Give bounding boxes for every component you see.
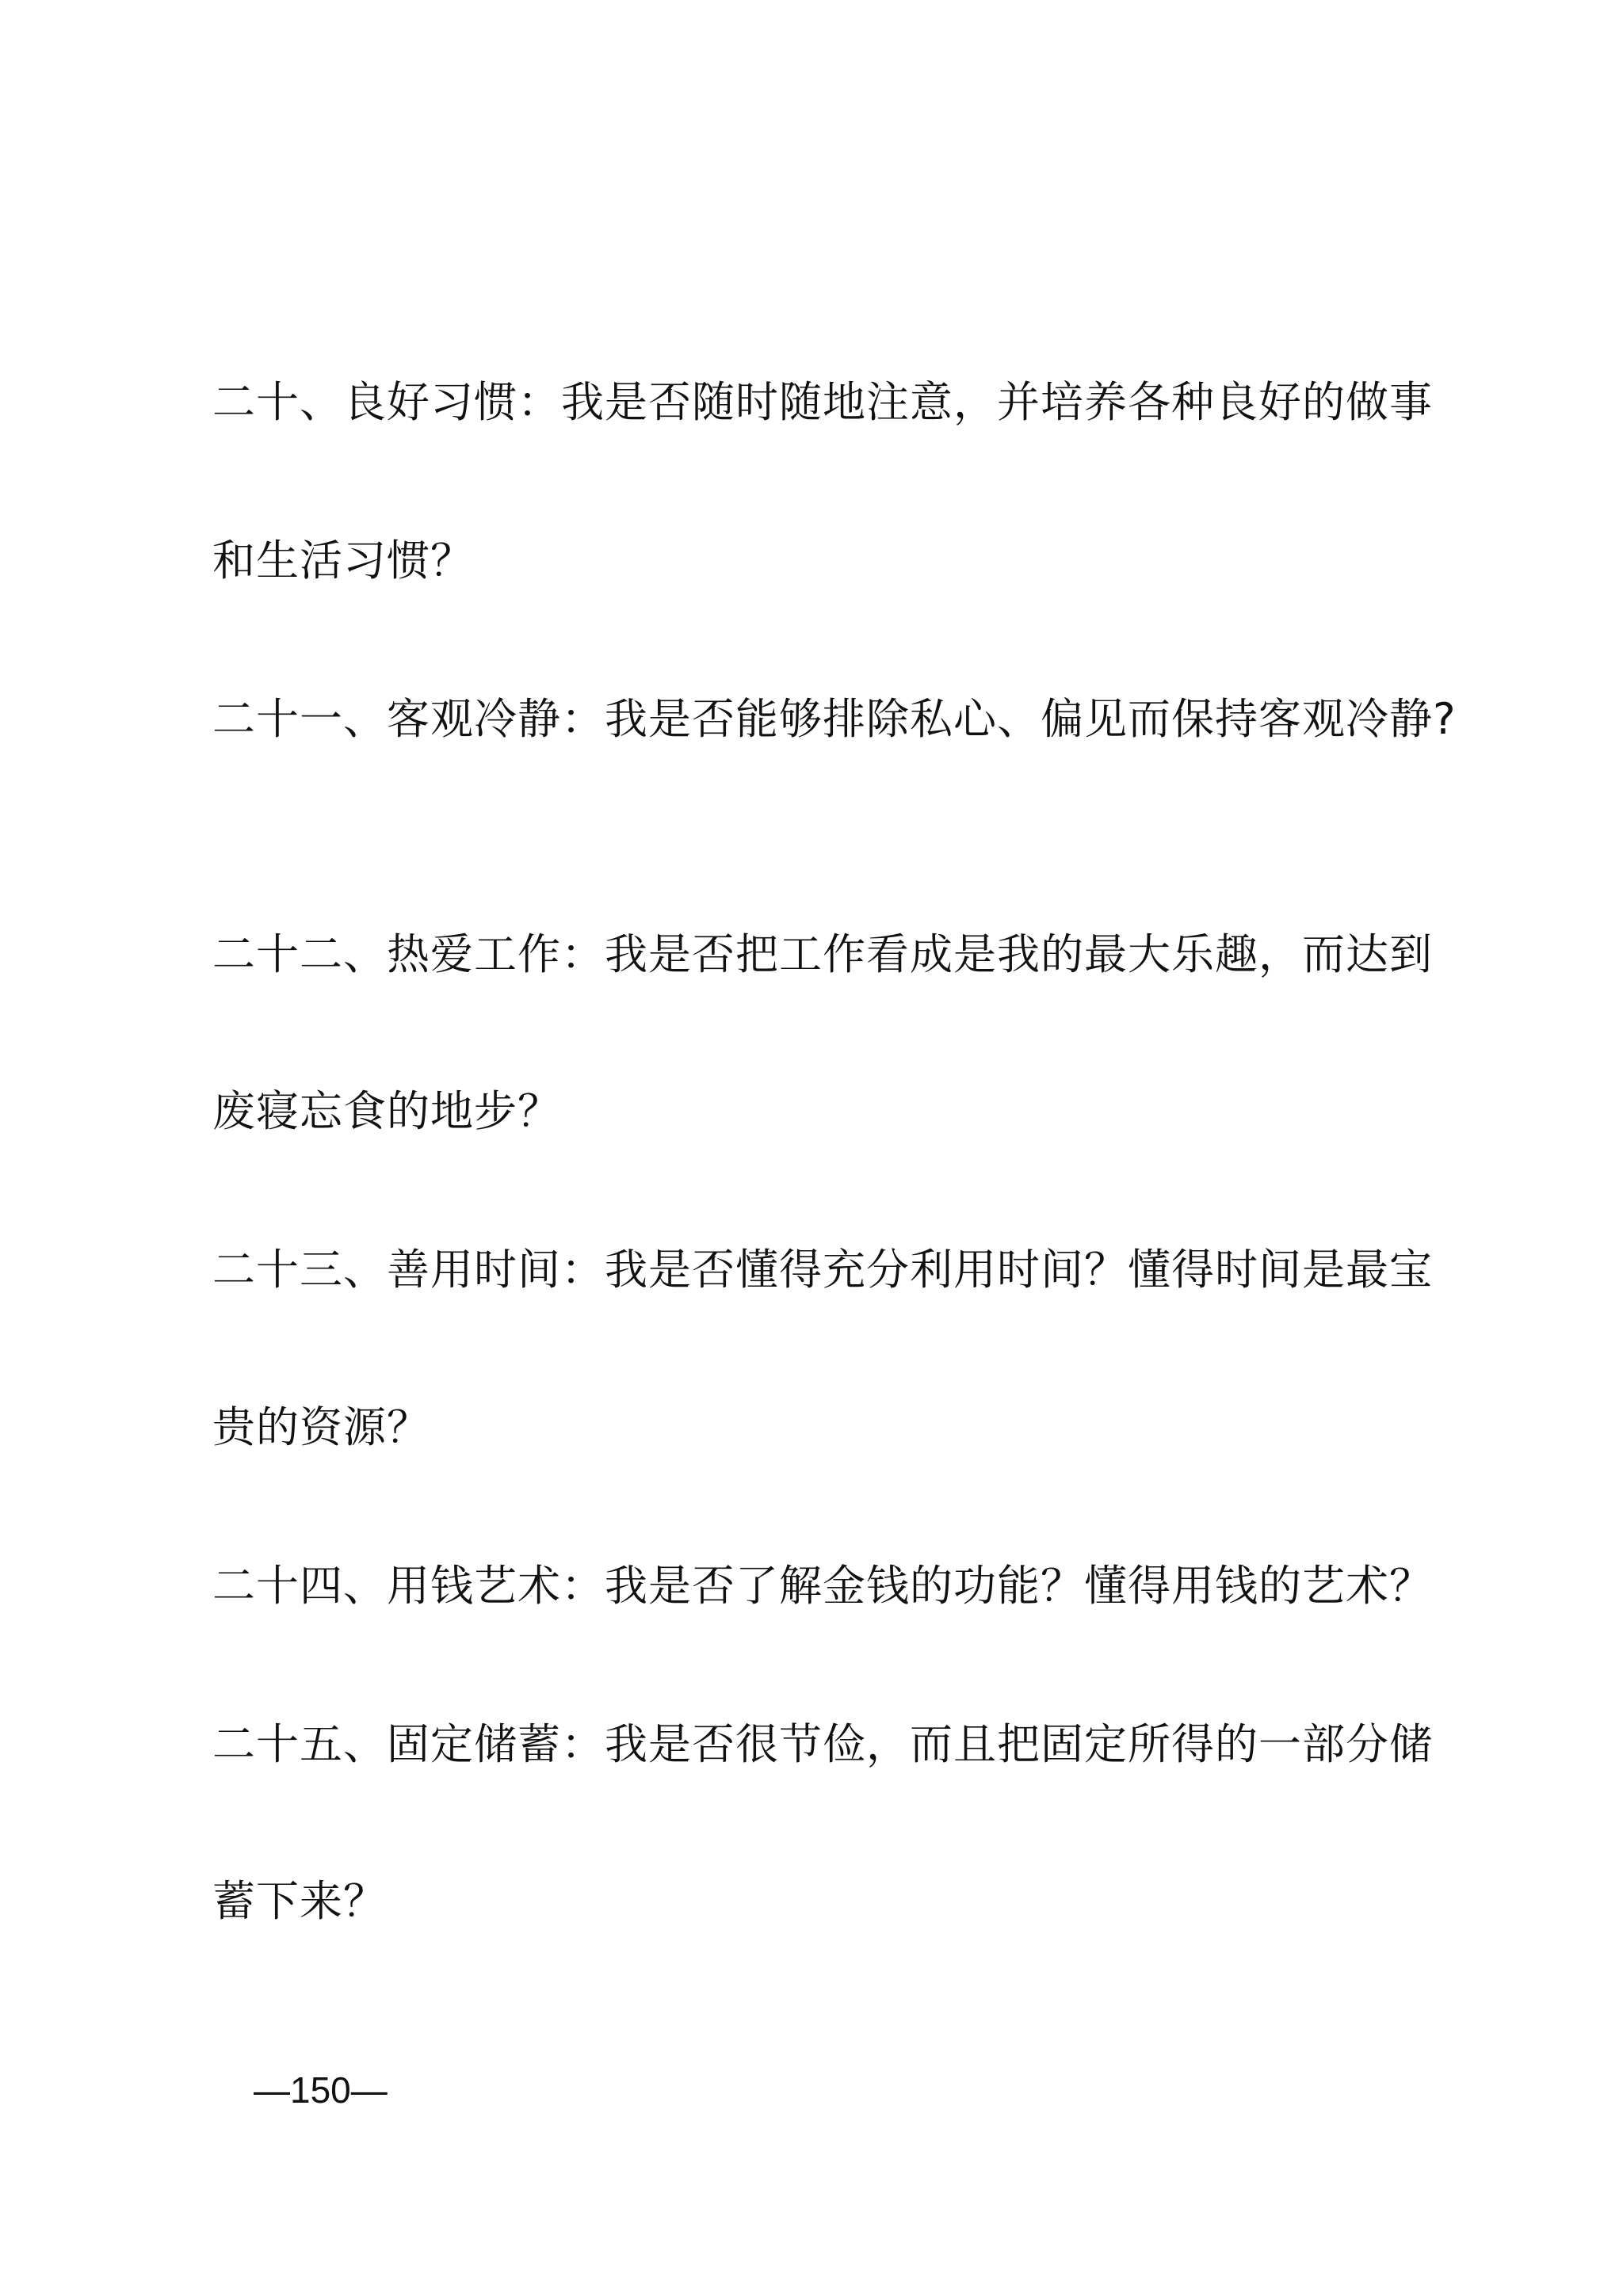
item-21-line-1: 二十一、客观冷静：我是否能够排除私心、偏见而保持客观冷静? — [212, 694, 1457, 744]
item-23-line-1: 二十三、善用时间：我是否懂得充分利用时间？懂得时间是最宝 — [212, 1245, 1433, 1295]
item-23-line-2: 贵的资源？ — [212, 1402, 430, 1452]
item-25-line-1: 二十五、固定储蓄：我是否很节俭，而且把固定所得的一部分储 — [212, 1719, 1433, 1769]
item-22-line-1: 二十二、热爱工作：我是否把工作看成是我的最大乐趣，而达到 — [212, 929, 1433, 979]
item-22-line-2: 废寝忘食的地步？ — [212, 1086, 561, 1136]
item-25-line-2: 蓄下来？ — [212, 1876, 387, 1926]
item-20-line-1: 二十、良好习惯：我是否随时随地注意，并培养各种良好的做事 — [212, 377, 1433, 427]
page-number: —150— — [254, 2069, 388, 2111]
item-20-line-2: 和生活习惯？ — [212, 536, 474, 585]
item-24-line-1: 二十四、用钱艺术：我是否了解金钱的功能？懂得用钱的艺术？ — [212, 1561, 1433, 1611]
